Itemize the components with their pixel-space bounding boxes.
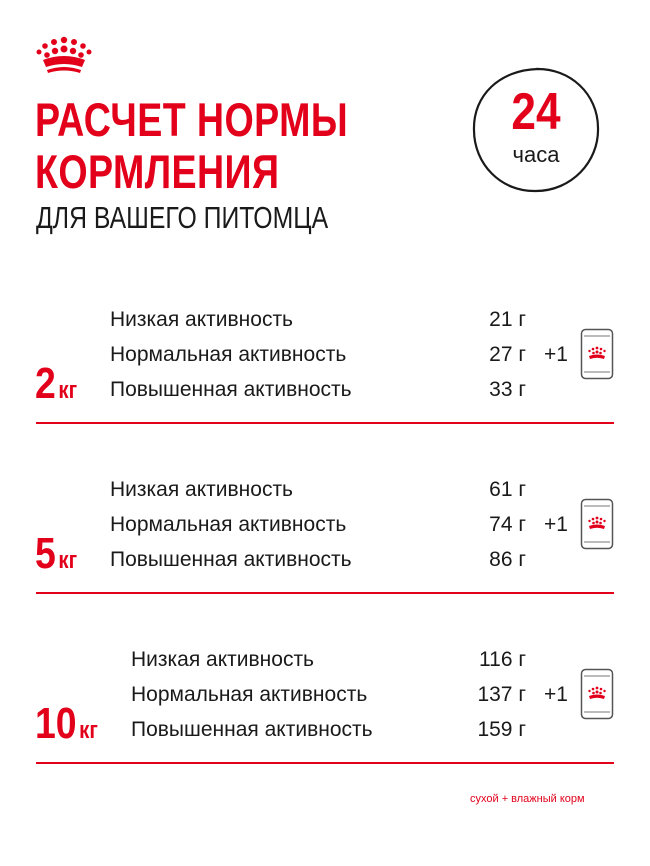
activity-normal-value: 137 г: [477, 683, 526, 706]
activity-high-label: Повышенная активность: [110, 548, 352, 571]
crown-icon: [35, 36, 93, 76]
section-divider: [36, 762, 614, 764]
activity-normal-label: Нормальная активность: [131, 683, 368, 706]
weight-unit: кг: [58, 547, 78, 574]
activity-low-value: 61 г: [489, 478, 526, 501]
activity-high-value: 86 г: [489, 548, 526, 571]
pouch-icon: [580, 668, 614, 720]
activity-low-value: 116 г: [479, 648, 526, 671]
title-line-1: РАСЧЕТ НОРМЫ: [35, 93, 349, 146]
weight-label: [35, 360, 77, 415]
weight-label: [35, 530, 77, 585]
activity-high-value: 33 г: [489, 378, 526, 401]
badge-unit: часа: [512, 142, 560, 167]
hours-badge: [470, 64, 602, 196]
activity-normal-value: 27 г: [489, 343, 526, 366]
weight-section-5kg: [0, 470, 650, 640]
extra-pouch-count: +1: [544, 343, 568, 366]
weight-value: 2: [35, 359, 56, 408]
activity-low-label: Низкая активность: [110, 478, 294, 501]
weight-value: 5: [35, 529, 56, 578]
activity-high-label: Повышенная активность: [110, 378, 352, 401]
activity-low-label: Низкая активность: [131, 648, 315, 671]
section-divider: [36, 422, 614, 424]
activity-normal-label: Нормальная активность: [110, 513, 347, 536]
activity-normal-value: 74 г: [489, 513, 526, 536]
activity-low-value: 21 г: [489, 308, 526, 331]
section-divider: [36, 592, 614, 594]
badge-number: 24: [511, 83, 561, 141]
weight-section-2kg: [0, 300, 650, 470]
page-subtitle: ДЛЯ ВАШЕГО ПИТОМЦА: [36, 200, 329, 235]
extra-pouch-count: +1: [544, 683, 568, 706]
weight-value: 10: [35, 699, 77, 748]
activity-low-label: Низкая активность: [110, 308, 294, 331]
pouch-icon: [580, 328, 614, 380]
activity-high-value: 159 г: [477, 718, 526, 741]
weight-unit: кг: [79, 717, 98, 744]
page-title: [35, 94, 348, 198]
weight-label: [35, 700, 98, 755]
activity-normal-label: Нормальная активность: [110, 343, 347, 366]
extra-pouch-count: +1: [544, 513, 568, 536]
weight-unit: кг: [58, 377, 78, 404]
weight-section-10kg: [0, 640, 650, 810]
activity-high-label: Повышенная активность: [131, 718, 373, 741]
pouch-icon: [580, 498, 614, 550]
title-line-2: КОРМЛЕНИЯ: [35, 145, 280, 198]
footnote: сухой + влажный корм: [470, 793, 585, 805]
